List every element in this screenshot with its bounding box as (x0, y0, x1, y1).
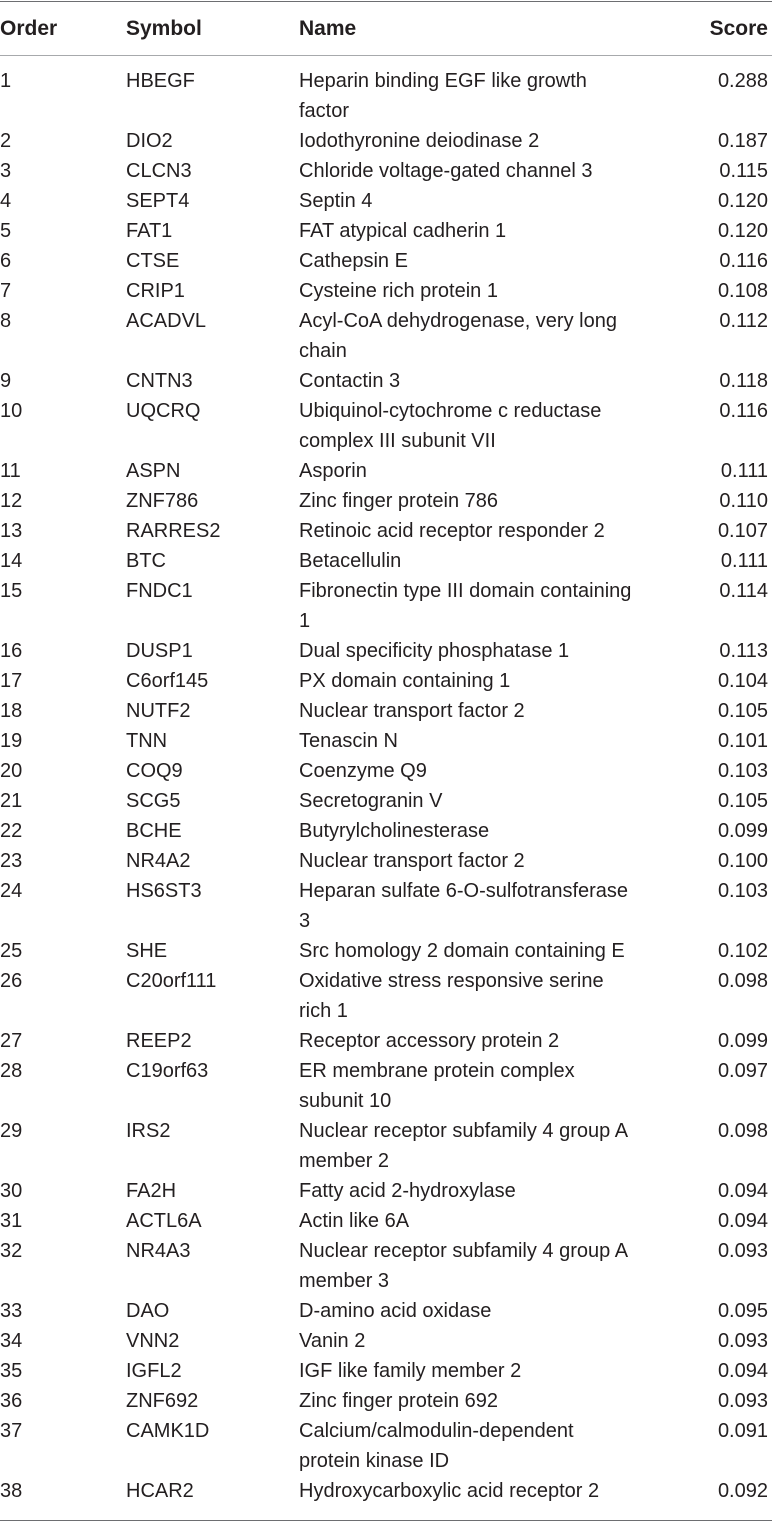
cell-name (299, 456, 669, 486)
cell-order: 25 (0, 940, 23, 962)
table-row (0, 456, 772, 486)
cell-order: 15 (0, 580, 23, 602)
cell-symbol: HCAR2 (126, 1480, 194, 1502)
cell-symbol: NUTF2 (126, 700, 191, 722)
cell-name (299, 186, 669, 216)
cell-name (299, 1176, 669, 1206)
cell-symbol: BCHE (126, 820, 182, 842)
cell-order: 38 (0, 1480, 23, 1502)
cell-score: 0.110 (719, 490, 768, 512)
cell-symbol: FA2H (126, 1180, 177, 1202)
table-row (0, 1386, 772, 1416)
cell-name (299, 846, 669, 876)
cell-name-line: Src homology 2 domain containing E (299, 940, 625, 962)
cell-score: 0.104 (717, 670, 768, 692)
cell-name (299, 1476, 669, 1506)
cell-symbol: NR4A2 (126, 850, 191, 872)
cell-symbol: FAT1 (126, 220, 173, 242)
table-row (0, 1236, 772, 1296)
cell-order: 28 (0, 1060, 23, 1082)
cell-name-line: Calcium/calmodulin-dependent (299, 1420, 574, 1442)
cell-name-line: IGF like family member 2 (299, 1360, 522, 1382)
cell-score: 0.094 (717, 1210, 768, 1232)
cell-order: 9 (0, 370, 12, 392)
cell-name-line: Acyl-CoA dehydrogenase, very long (299, 310, 617, 332)
cell-score: 0.101 (717, 730, 768, 752)
cell-name (299, 1026, 669, 1056)
cell-order: 24 (0, 880, 23, 902)
cell-name-line: Cathepsin E (299, 250, 408, 272)
cell-name (299, 546, 669, 576)
table-bottom-rule (0, 1520, 772, 1521)
cell-name-line: rich 1 (299, 1000, 348, 1022)
cell-name (299, 306, 669, 366)
cell-order: 17 (0, 670, 23, 692)
cell-name-line: Nuclear transport factor 2 (299, 850, 525, 872)
table-row (0, 1476, 772, 1506)
cell-symbol: ASPN (126, 460, 181, 482)
cell-name-line: protein kinase ID (299, 1450, 450, 1472)
cell-symbol: IRS2 (126, 1120, 171, 1142)
cell-name-line: 1 (299, 610, 311, 632)
table-row (0, 1176, 772, 1206)
cell-symbol: CNTN3 (126, 370, 193, 392)
cell-name-line: Oxidative stress responsive serine (299, 970, 604, 992)
cell-name-line: Secretogranin V (299, 790, 443, 812)
table-row (0, 1026, 772, 1056)
cell-score: 0.103 (717, 880, 768, 902)
cell-symbol: SHE (126, 940, 168, 962)
cell-name-line: Receptor accessory protein 2 (299, 1030, 560, 1052)
cell-score: 0.118 (719, 370, 768, 392)
cell-order: 13 (0, 520, 23, 542)
cell-score: 0.108 (717, 280, 768, 302)
cell-name-line: Ubiquinol-cytochrome c reductase (299, 400, 602, 422)
cell-order: 10 (0, 400, 23, 422)
header-order: Order (0, 17, 58, 40)
table-row (0, 936, 772, 966)
cell-name (299, 696, 669, 726)
table-row (0, 1416, 772, 1476)
cell-score: 0.116 (719, 250, 768, 272)
cell-score: 0.120 (717, 220, 768, 242)
table-row (0, 306, 772, 366)
table-row (0, 396, 772, 456)
cell-symbol: RARRES2 (126, 520, 221, 542)
cell-order: 8 (0, 310, 12, 332)
table-row (0, 876, 772, 936)
table-row (0, 486, 772, 516)
table-row (0, 66, 772, 126)
cell-symbol: UQCRQ (126, 400, 201, 422)
cell-order: 18 (0, 700, 23, 722)
cell-score: 0.111 (720, 550, 768, 572)
cell-order: 1 (0, 70, 12, 92)
cell-symbol: C19orf63 (126, 1060, 209, 1082)
cell-score: 0.097 (717, 1060, 768, 1082)
cell-name-line: Nuclear transport factor 2 (299, 700, 525, 722)
cell-order: 4 (0, 190, 12, 212)
cell-name (299, 1206, 669, 1236)
cell-symbol: CLCN3 (126, 160, 192, 182)
table-row (0, 1056, 772, 1116)
cell-order: 14 (0, 550, 23, 572)
cell-name (299, 1416, 669, 1476)
cell-order: 5 (0, 220, 12, 242)
header-symbol: Symbol (126, 17, 202, 40)
cell-order: 31 (0, 1210, 23, 1232)
cell-name-line: ER membrane protein complex (299, 1060, 575, 1082)
cell-name (299, 216, 669, 246)
cell-score: 0.105 (717, 790, 768, 812)
cell-score: 0.115 (719, 160, 768, 182)
table-body (0, 66, 772, 1506)
cell-order: 35 (0, 1360, 23, 1382)
cell-name (299, 876, 669, 936)
cell-name-line: subunit 10 (299, 1090, 392, 1112)
cell-name (299, 576, 669, 636)
cell-name (299, 246, 669, 276)
cell-name-line: Zinc finger protein 786 (299, 490, 499, 512)
cell-name (299, 786, 669, 816)
table-row (0, 636, 772, 666)
cell-score: 0.107 (717, 520, 768, 542)
cell-order: 33 (0, 1300, 23, 1322)
cell-order: 7 (0, 280, 12, 302)
cell-name-line: Betacellulin (299, 550, 402, 572)
table-row (0, 186, 772, 216)
cell-symbol: COQ9 (126, 760, 183, 782)
cell-name-line: 3 (299, 910, 311, 932)
cell-symbol: DIO2 (126, 130, 173, 152)
cell-score: 0.288 (717, 70, 768, 92)
table-row (0, 576, 772, 636)
cell-symbol: DAO (126, 1300, 170, 1322)
cell-score: 0.103 (717, 760, 768, 782)
cell-name-line: Dual specificity phosphatase 1 (299, 640, 570, 662)
cell-symbol: ACTL6A (126, 1210, 202, 1232)
cell-score: 0.100 (717, 850, 768, 872)
cell-name-line: Nuclear receptor subfamily 4 group A (299, 1120, 629, 1142)
cell-name-line: Chloride voltage-gated channel 3 (299, 160, 593, 182)
cell-score: 0.092 (717, 1480, 768, 1502)
table-row (0, 246, 772, 276)
cell-name-line: D-amino acid oxidase (299, 1300, 492, 1322)
cell-score: 0.098 (717, 970, 768, 992)
cell-name (299, 1386, 669, 1416)
cell-score: 0.113 (719, 640, 768, 662)
cell-name (299, 1236, 669, 1296)
cell-name (299, 1056, 669, 1116)
table-top-rule (0, 1, 772, 2)
cell-symbol: BTC (126, 550, 166, 572)
cell-order: 29 (0, 1120, 23, 1142)
cell-score: 0.093 (717, 1390, 768, 1412)
cell-name (299, 936, 669, 966)
cell-symbol: REEP2 (126, 1030, 192, 1052)
cell-name (299, 366, 669, 396)
cell-score: 0.187 (717, 130, 768, 152)
header-score: Score (709, 17, 768, 40)
cell-order: 6 (0, 250, 12, 272)
cell-name-line: Coenzyme Q9 (299, 760, 427, 782)
cell-name (299, 1326, 669, 1356)
cell-order: 12 (0, 490, 23, 512)
cell-symbol: CRIP1 (126, 280, 185, 302)
cell-order: 36 (0, 1390, 23, 1412)
cell-score: 0.093 (717, 1330, 768, 1352)
cell-name-line: Fibronectin type III domain containing (299, 580, 632, 602)
cell-symbol: NR4A3 (126, 1240, 191, 1262)
cell-symbol: C6orf145 (126, 670, 209, 692)
table-row (0, 546, 772, 576)
cell-name-line: Fatty acid 2-hydroxylase (299, 1180, 516, 1202)
cell-name-line: Tenascin N (299, 730, 398, 752)
cell-score: 0.094 (717, 1360, 768, 1382)
cell-order: 26 (0, 970, 23, 992)
cell-score: 0.099 (717, 820, 768, 842)
cell-order: 2 (0, 130, 12, 152)
cell-order: 37 (0, 1420, 23, 1442)
cell-symbol: C20orf111 (126, 970, 217, 992)
cell-name-line: Iodothyronine deiodinase 2 (299, 130, 540, 152)
cell-name (299, 816, 669, 846)
cell-name-line: Butyrylcholinesterase (299, 820, 490, 842)
cell-name-line: member 3 (299, 1270, 390, 1292)
cell-name-line: member 2 (299, 1150, 390, 1172)
cell-name (299, 486, 669, 516)
cell-name-line: Cysteine rich protein 1 (299, 280, 498, 302)
cell-symbol: ZNF786 (126, 490, 199, 512)
cell-name-line: Retinoic acid receptor responder 2 (299, 520, 605, 542)
table-row (0, 276, 772, 306)
table-row (0, 756, 772, 786)
cell-name (299, 516, 669, 546)
cell-symbol: TNN (126, 730, 168, 752)
cell-order: 27 (0, 1030, 23, 1052)
cell-name-line: Zinc finger protein 692 (299, 1390, 499, 1412)
table-row (0, 1116, 772, 1176)
cell-name (299, 726, 669, 756)
cell-score: 0.102 (717, 940, 768, 962)
cell-name-line: PX domain containing 1 (299, 670, 511, 692)
table-row (0, 1356, 772, 1386)
cell-name (299, 66, 669, 126)
cell-order: 20 (0, 760, 23, 782)
cell-name-line: Heparin binding EGF like growth (299, 70, 587, 92)
table-row (0, 516, 772, 546)
cell-score: 0.111 (720, 460, 768, 482)
cell-order: 22 (0, 820, 23, 842)
cell-order: 11 (0, 460, 21, 482)
cell-order: 19 (0, 730, 23, 752)
table-row (0, 126, 772, 156)
table-row (0, 816, 772, 846)
cell-symbol: CTSE (126, 250, 180, 272)
table-row (0, 846, 772, 876)
cell-order: 23 (0, 850, 23, 872)
cell-symbol: VNN2 (126, 1330, 180, 1352)
table-row (0, 216, 772, 246)
cell-order: 16 (0, 640, 23, 662)
cell-name-line: complex III subunit VII (299, 430, 496, 452)
cell-score: 0.112 (719, 310, 768, 332)
cell-name (299, 1116, 669, 1176)
cell-name (299, 126, 669, 156)
cell-score: 0.116 (719, 400, 768, 422)
cell-symbol: FNDC1 (126, 580, 193, 602)
cell-symbol: CAMK1D (126, 1420, 210, 1442)
cell-score: 0.120 (717, 190, 768, 212)
cell-score: 0.093 (717, 1240, 768, 1262)
cell-score: 0.114 (719, 580, 768, 602)
table-row (0, 666, 772, 696)
cell-name-line: Contactin 3 (299, 370, 401, 392)
cell-order: 32 (0, 1240, 23, 1262)
cell-score: 0.095 (717, 1300, 768, 1322)
cell-name (299, 1356, 669, 1386)
cell-symbol: HS6ST3 (126, 880, 202, 902)
table-header-rule (0, 55, 772, 56)
cell-name-line: Heparan sulfate 6-O-sulfotransferase (299, 880, 629, 902)
table-row (0, 366, 772, 396)
cell-name (299, 276, 669, 306)
cell-name-line: Nuclear receptor subfamily 4 group A (299, 1240, 629, 1262)
cell-name (299, 396, 669, 456)
table-row (0, 726, 772, 756)
cell-name (299, 156, 669, 186)
table-row (0, 786, 772, 816)
cell-name-line: chain (299, 340, 347, 362)
cell-order: 3 (0, 160, 12, 182)
cell-order: 34 (0, 1330, 23, 1352)
table-row (0, 1206, 772, 1236)
cell-symbol: ZNF692 (126, 1390, 199, 1412)
cell-name (299, 966, 669, 1026)
cell-symbol: SCG5 (126, 790, 181, 812)
table-row (0, 1296, 772, 1326)
cell-name-line: factor (299, 100, 350, 122)
cell-name (299, 636, 669, 666)
cell-symbol: DUSP1 (126, 640, 193, 662)
cell-name (299, 1296, 669, 1326)
cell-symbol: ACADVL (126, 310, 207, 332)
table-row (0, 156, 772, 186)
cell-order: 30 (0, 1180, 23, 1202)
cell-order: 21 (0, 790, 23, 812)
cell-score: 0.099 (717, 1030, 768, 1052)
cell-name (299, 756, 669, 786)
table-row (0, 1326, 772, 1356)
cell-symbol: IGFL2 (126, 1360, 182, 1382)
cell-name-line: Actin like 6A (299, 1210, 410, 1232)
table-header-row (0, 14, 772, 44)
cell-symbol: SEPT4 (126, 190, 190, 212)
cell-name-line: Asporin (299, 460, 367, 482)
cell-symbol: HBEGF (126, 70, 195, 92)
cell-name-line: FAT atypical cadherin 1 (299, 220, 507, 242)
cell-name-line: Septin 4 (299, 190, 373, 212)
cell-name-line: Hydroxycarboxylic acid receptor 2 (299, 1480, 600, 1502)
table-row (0, 696, 772, 726)
cell-score: 0.105 (717, 700, 768, 722)
cell-score: 0.098 (717, 1120, 768, 1142)
table-row (0, 966, 772, 1026)
cell-score: 0.091 (717, 1420, 768, 1442)
header-name: Name (299, 17, 357, 40)
cell-name-line: Vanin 2 (299, 1330, 366, 1352)
cell-name (299, 666, 669, 696)
cell-score: 0.094 (717, 1180, 768, 1202)
